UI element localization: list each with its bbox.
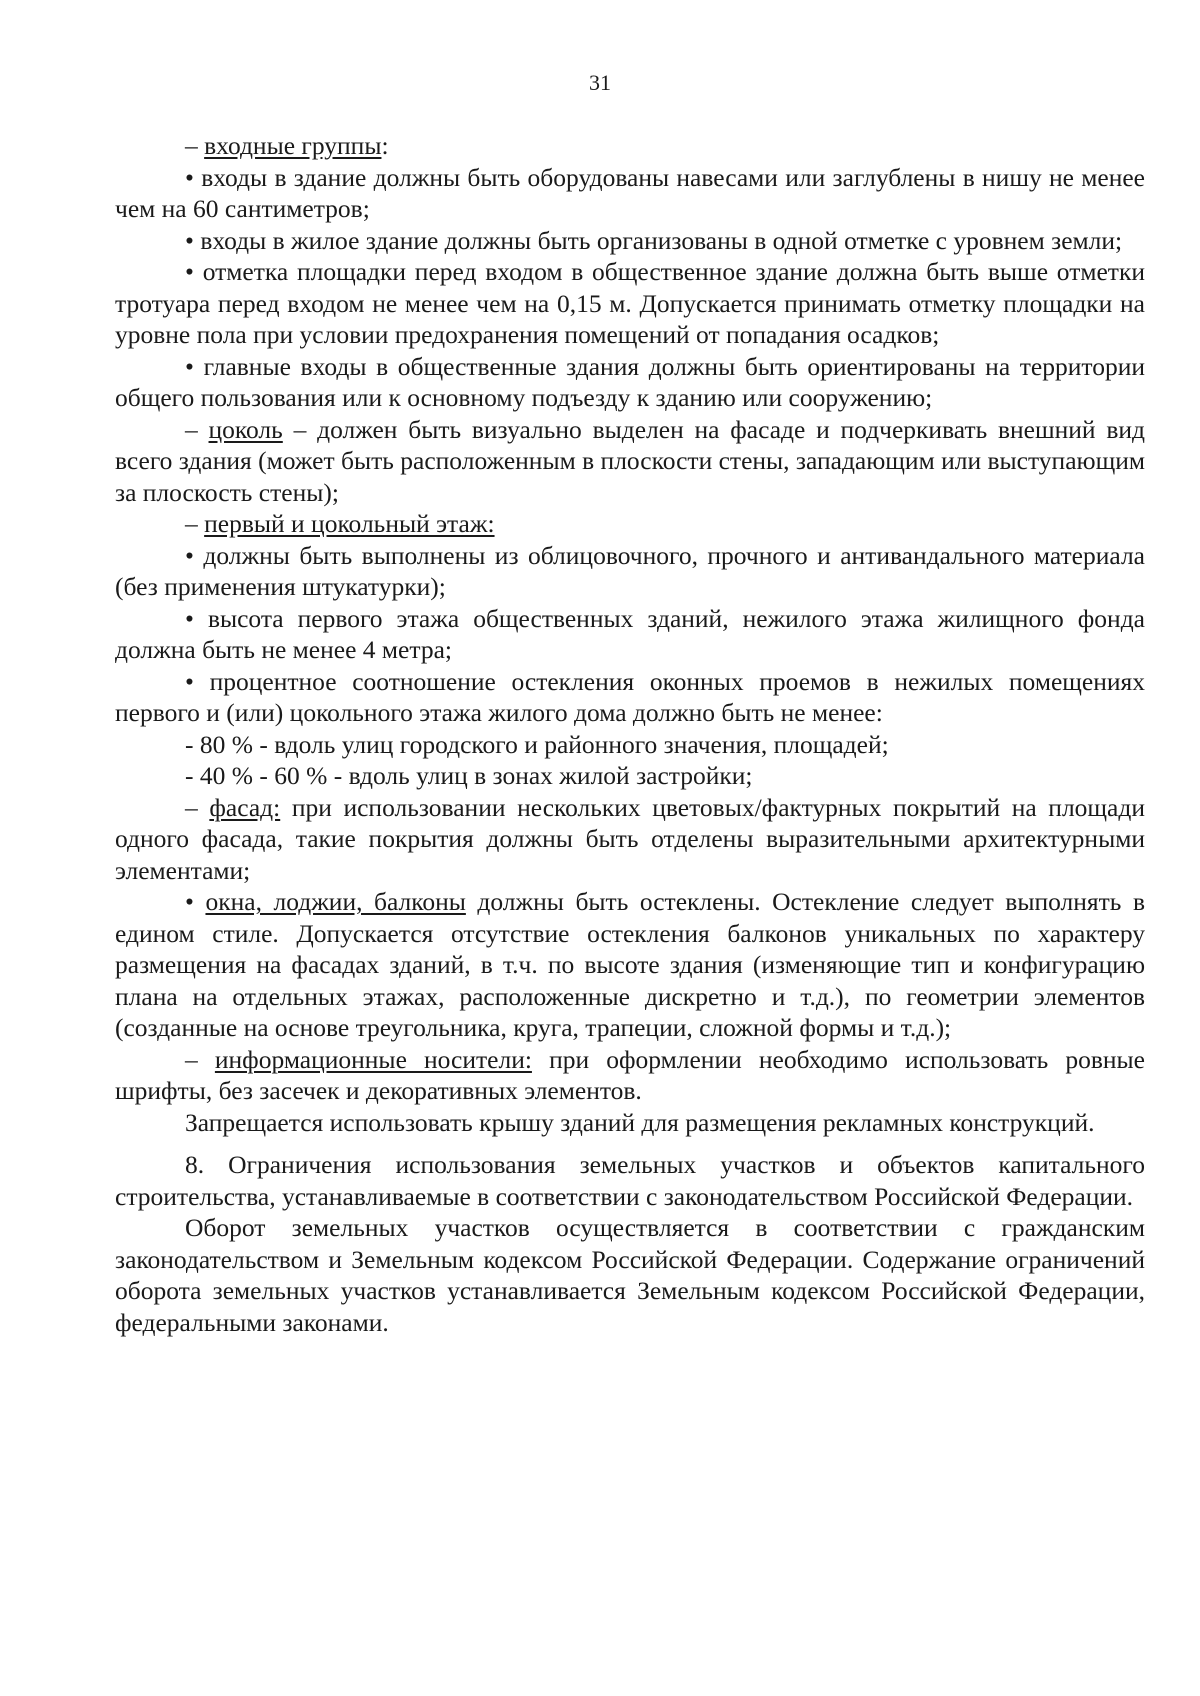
heading-underlined: информационные носители: — [214, 1044, 532, 1074]
bullet-item: • окна, лоджии, балконы должны быть остеклены. Остекление следует выполнять в едином стиле. Допускается отсутствие остекления балконов уникальных по характеру размещения на фасадах зданий, в т.ч. по высоте здания (изменяющие тип и конфигурацию плана на отдельных этажах, расположенные дискретно и т.д.), по геометрии элементов (созданные на основе треугольника, круга, трапеции, сложной формы и т.д.); — [115, 887, 1145, 1042]
heading-underlined: первый и цокольный этаж: — [204, 509, 495, 538]
bullet-item: • входы в здание должны быть оборудованы навесами или заглублены в нишу не менее чем на 60 сантиметров; — [115, 162, 1145, 223]
bullet-item: • высота первого этажа общественных зданий, нежилого этажа жилищного фонда должна быть не менее 4 метра; — [115, 603, 1145, 664]
section-info-carriers: – информационные носители: при оформлении необходимо использовать ровные шрифты, без засечек и декоративных элементов. — [115, 1044, 1145, 1105]
paragraph: Запрещается использовать крышу зданий для размещения рекламных конструкций. — [185, 1107, 1095, 1137]
heading-underlined: цоколь — [208, 414, 283, 444]
numbered-section-8: 8. Ограничения использования земельных участков и объектов капитального строительства, устанавливаемые в соответствии с законодательством Российской Федерации. — [115, 1150, 1145, 1211]
section-first-floor: – первый и цокольный этаж: — [185, 509, 495, 538]
heading-underlined: фасад: — [209, 792, 281, 822]
section-plinth: – цоколь – должен быть визуально выделен на фасаде и подчеркивать внешний вид всего здания (может быть расположенным в плоскости стены, западающим или выступающим за плоскость стены); — [115, 414, 1145, 507]
sub-item: - 40 % - 60 % - вдоль улиц в зонах жилой застройки; — [185, 761, 753, 790]
page-number: 31 — [589, 70, 611, 95]
bullet-item: • главные входы в общественные здания должны быть ориентированы на территории общего пользования или к основному подъезду к зданию или сооружению; — [115, 351, 1145, 412]
paragraph: Оборот земельных участков осуществляется в соответствии с гражданским законодательством и Земельным кодексом Российской Федерации. Содержание ограничений оборота земельных участков устанавливается Земельным кодексом Российской Федерации, федеральными законами. — [115, 1213, 1145, 1337]
sub-item: - 80 % - вдоль улиц городского и районного значения, площадей; — [185, 729, 889, 759]
document-body — [115, 130, 1145, 1338]
bullet-item: • входы в жилое здание должны быть организованы в одной отметке с уровнем земли; — [185, 225, 1123, 255]
heading-underlined: окна, лоджии, балконы — [205, 887, 466, 916]
section-entrance-groups: – входные группы: — [185, 131, 389, 160]
section-facade: – фасад: при использовании нескольких цветовых/фактурных покрытий на площади одного фасада, такие покрытия должны быть отделены выразительными архитектурными элементами; — [115, 792, 1145, 885]
bullet-item: • процентное соотношение остекления оконных проемов в нежилых помещениях первого и (или) цокольного этажа жилого дома должно быть не менее: — [115, 666, 1145, 727]
bullet-item: • должны быть выполнены из облицовочного, прочного и антивандального материала (без применения штукатурки); — [115, 540, 1145, 601]
bullet-item: • отметка площадки перед входом в общественное здание должна быть выше отметки тротуара перед входом не менее чем на 0,15 м. Допускается принимать отметку площадки на уровне пола при условии предохранения помещений от попадания осадков; — [115, 257, 1145, 349]
heading-underlined: входные группы — [204, 131, 382, 160]
